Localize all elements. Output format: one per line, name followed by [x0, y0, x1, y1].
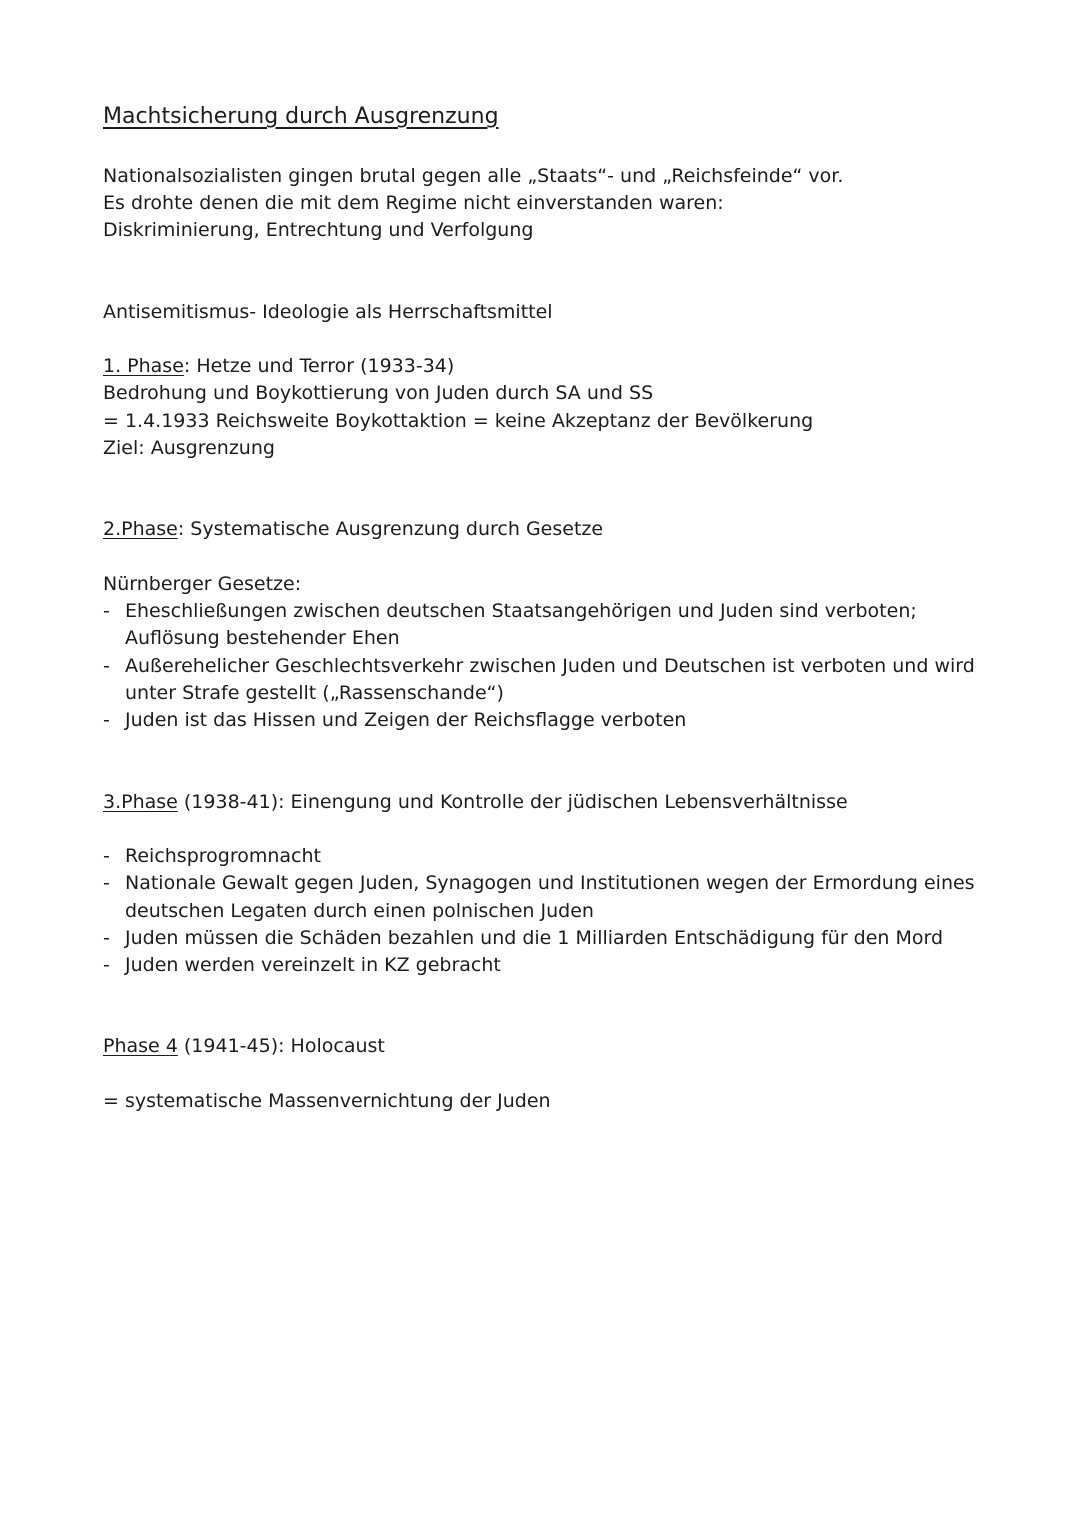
bullet-dash: -	[103, 954, 110, 976]
list-item-text: Juden werden vereinzelt in KZ gebracht	[125, 954, 501, 976]
list-item-text: Juden ist das Hissen und Zeigen der Reichsflagge verboten	[125, 709, 687, 731]
bullet-dash: -	[103, 872, 110, 894]
page-title: Machtsicherung durch Ausgrenzung	[103, 104, 499, 129]
bullet-dash: -	[103, 845, 110, 867]
intro-line-2: Es drohte denen die mit dem Regime nicht einverstanden waren:	[103, 192, 724, 214]
list-item-text: Außerehelicher Geschlechtsverkehr zwischen Juden und Deutschen ist verboten und wird	[125, 655, 975, 677]
phase2-label: 2.Phase	[103, 518, 178, 540]
phase3-heading	[103, 789, 848, 816]
phase4-title: (1941-45): Holocaust	[177, 1035, 385, 1057]
list-item-continuation: deutschen Legaten durch einen polnischen Juden	[125, 900, 594, 922]
phase2-title: : Systematische Ausgrenzung durch Gesetze	[177, 518, 604, 540]
list-item	[103, 598, 917, 625]
phase4-label: Phase 4	[103, 1035, 178, 1057]
list-item-continuation: unter Strafe gestellt („Rassenschande“)	[125, 682, 504, 704]
phase1-label: 1. Phase	[103, 355, 184, 377]
phase4-heading	[103, 1033, 385, 1060]
bullet-dash: -	[103, 927, 110, 949]
bullet-dash: -	[103, 709, 110, 731]
phase4-line: = systematische Massenvernichtung der Juden	[103, 1090, 551, 1112]
phase2-subheading: Nürnberger Gesetze:	[103, 573, 302, 595]
phase3-title: (1938-41): Einengung und Kontrolle der jüdischen Lebensverhältnisse	[177, 791, 848, 813]
list-item-text: Reichsprogromnacht	[125, 845, 321, 867]
list-item	[103, 707, 686, 734]
intro-line-1: Nationalsozialisten gingen brutal gegen alle „Staats“- und „Reichsfeinde“ vor.	[103, 165, 844, 187]
antisemitism-heading: Antisemitismus- Ideologie als Herrschaftsmittel	[103, 301, 553, 323]
phase1-line-3: Ziel: Ausgrenzung	[103, 437, 275, 459]
list-item	[103, 952, 501, 979]
list-item-text: Juden müssen die Schäden bezahlen und die 1 Milliarden Entschädigung für den Mord	[125, 927, 944, 949]
list-item	[103, 843, 321, 870]
phase1-heading	[103, 353, 454, 380]
list-item-text: Nationale Gewalt gegen Juden, Synagogen und Institutionen wegen der Ermordung eines	[125, 872, 975, 894]
list-item-continuation: Auflösung bestehender Ehen	[125, 627, 400, 649]
bullet-dash: -	[103, 655, 110, 677]
phase2-heading	[103, 516, 603, 543]
phase3-label: 3.Phase	[103, 791, 178, 813]
bullet-dash: -	[103, 600, 110, 622]
phase1-title: : Hetze und Terror (1933-34)	[183, 355, 455, 377]
list-item-text: Eheschließungen zwischen deutschen Staatsangehörigen und Juden sind verboten;	[125, 600, 917, 622]
phase1-line-2: = 1.4.1933 Reichsweite Boykottaktion = keine Akzeptanz der Bevölkerung	[103, 410, 814, 432]
list-item	[103, 925, 943, 952]
phase1-line-1: Bedrohung und Boykottierung von Juden durch SA und SS	[103, 382, 654, 404]
list-item	[103, 870, 975, 897]
list-item	[103, 653, 975, 680]
intro-line-3: Diskriminierung, Entrechtung und Verfolgung	[103, 219, 534, 241]
